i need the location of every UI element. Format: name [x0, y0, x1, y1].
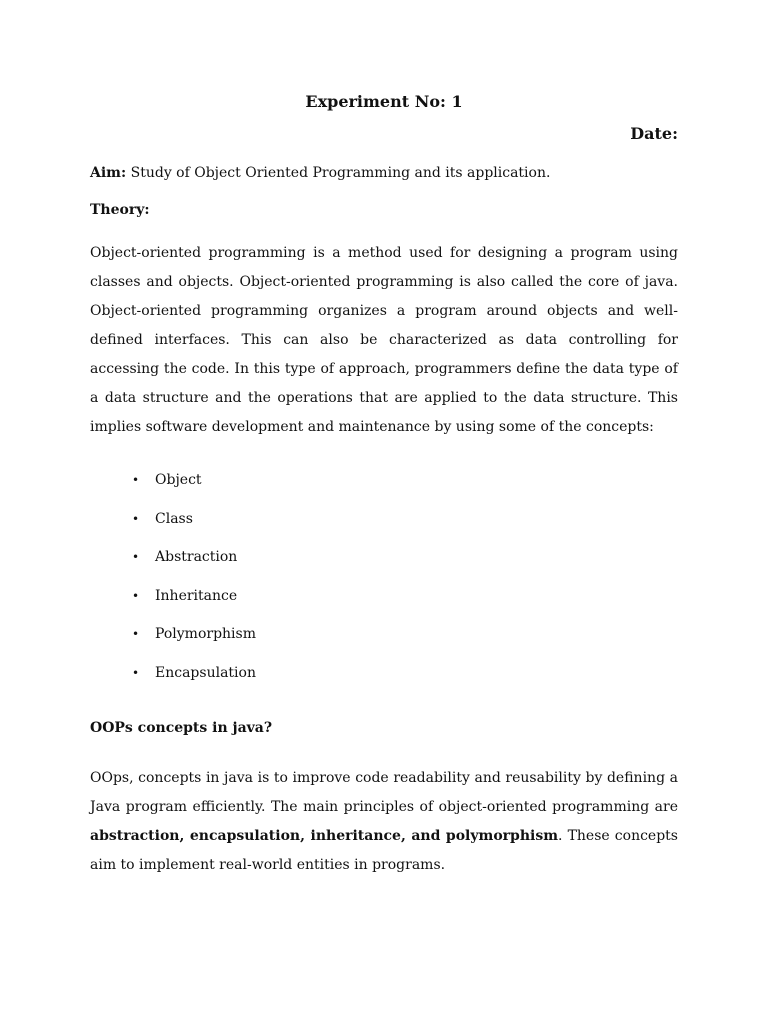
concept-label: Object [155, 472, 202, 488]
bullet-icon: • [132, 665, 140, 680]
list-item [90, 467, 256, 506]
theory-heading: Theory: [90, 202, 150, 218]
bullet-icon: • [132, 588, 140, 603]
concept-label: Encapsulation [155, 664, 256, 681]
aim-line [90, 165, 550, 181]
concept-label: Class [155, 510, 193, 527]
aim-text: Study of Object Oriented Programming and its application. [126, 165, 551, 181]
concept-label: Polymorphism [155, 626, 256, 642]
concept-label: Abstraction [155, 549, 238, 565]
document-title: Experiment No: 1 [305, 92, 463, 111]
oops-text-start: OOps, concepts in java is to improve code readability and reusability by defining a Java program efficiently. The main principles of object-oriented programming are [90, 770, 678, 815]
oops-heading: OOPs concepts in java? [90, 720, 273, 736]
oops-principles: abstraction, encapsulation, inheritance, and polymorphism [90, 828, 559, 844]
aim-label: Aim: [90, 165, 127, 181]
bullet-icon: • [132, 550, 140, 564]
oops-text-end: . These concepts aim to implement real-world entities in programs. [90, 828, 678, 873]
list-item [90, 506, 256, 545]
list-item [90, 544, 256, 583]
list-item [90, 660, 256, 699]
oops-paragraph [90, 764, 678, 880]
bullet-icon: • [132, 473, 140, 487]
list-item [90, 583, 256, 622]
date-label: Date: [630, 124, 678, 143]
concepts-list [90, 467, 256, 698]
concept-label: Inheritance [155, 587, 238, 604]
theory-paragraph: Object-oriented programming is a method used for designing a program using classes and objects. Object-oriented programming is also called the core of java. Object-oriented programming organizes a program around objects and well-defined interfaces. This can also be characterized as data controlling for accessing the code. In this type of approach, programmers define the data type of a data structure and the operations that are applied to the data structure. This implies software development and maintenance by using some of the concepts: [90, 245, 678, 435]
bullet-icon: • [132, 511, 140, 526]
bullet-icon: • [132, 627, 140, 641]
list-item [90, 621, 256, 660]
